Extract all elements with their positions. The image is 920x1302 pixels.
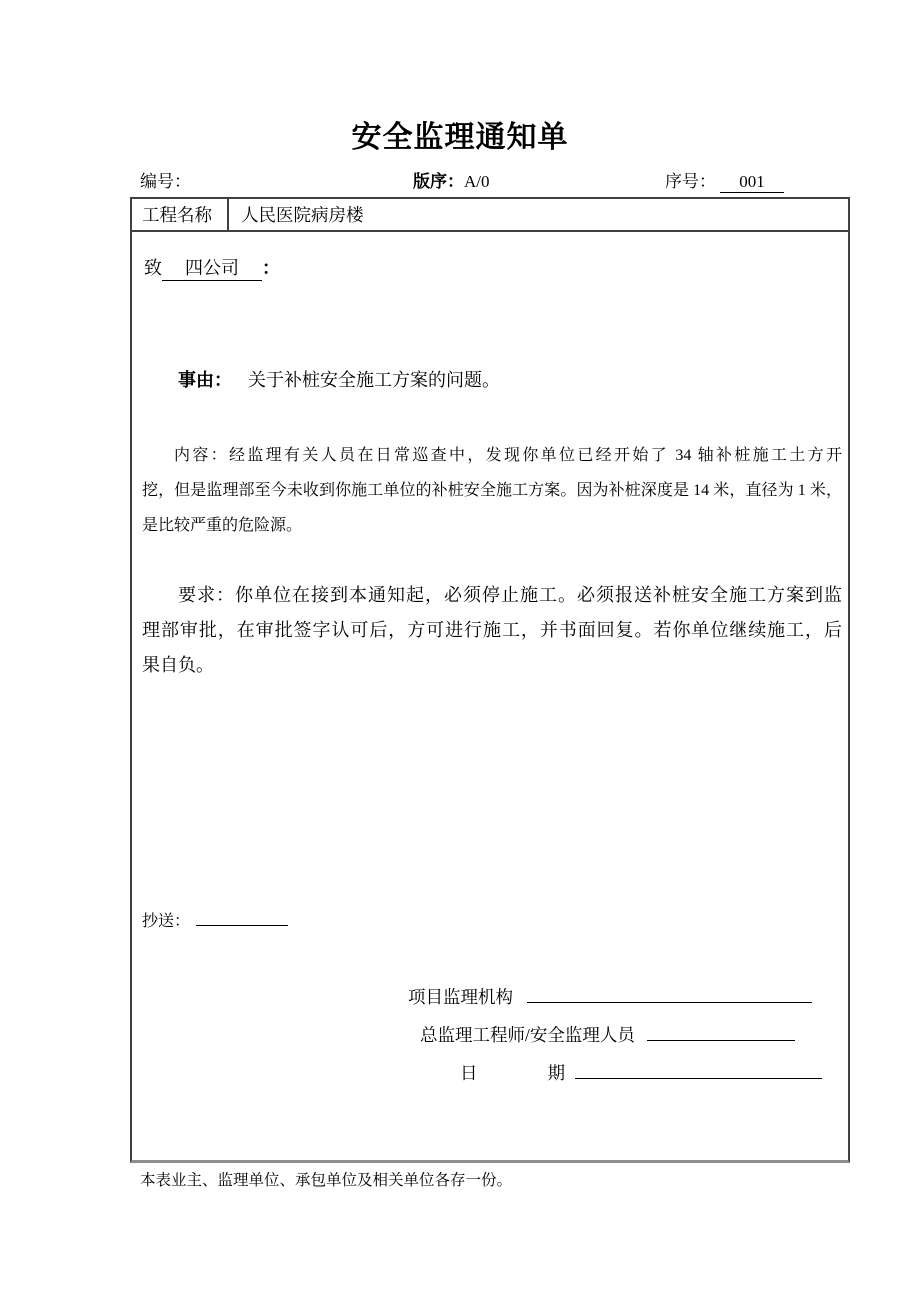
- signature-date-line: [460, 1060, 822, 1085]
- signature-date-underline: [575, 1060, 822, 1079]
- content-line: 是比较严重的危险源。: [142, 517, 303, 534]
- serial-value: 001: [720, 172, 784, 193]
- project-name-row: [132, 199, 848, 232]
- version-label: 版序：: [413, 172, 464, 191]
- addressee-colon: ：: [262, 258, 280, 278]
- meta-row: [130, 167, 850, 193]
- signature-org-underline: [527, 984, 812, 1003]
- project-name-value: 人民医院病房楼: [241, 205, 364, 225]
- content-paragraph: [142, 438, 842, 543]
- footer-note: 本表业主、监理单位、承包单位及相关单位各存一份。: [140, 1172, 513, 1189]
- cc-label: 抄送：: [142, 913, 191, 930]
- notice-body-cell: [132, 232, 848, 1160]
- content-line: 挖，但是监理部至今未收到你施工单位的补桩安全施工方案。因为补桩深度是 14 米，直径为 1 米，: [142, 482, 842, 499]
- signature-org-line: [408, 984, 812, 1009]
- request-paragraph: [142, 578, 842, 683]
- addressee-line: [144, 254, 280, 281]
- serial-field: [665, 167, 784, 193]
- request-line: 要求：你单位在接到本通知起，必须停止施工。必须报送补桩安全施工方案到监: [178, 585, 842, 605]
- subject-text: 关于补桩安全施工方案的问题。: [248, 370, 500, 390]
- notice-form-table: [130, 197, 850, 1163]
- signature-engineer-label: 总监理工程师/安全监理人员: [420, 1025, 635, 1045]
- content-line: 内容：经监理有关人员在日常巡查中，发现你单位已经开始了 34 轴补桩施工土方开: [174, 447, 842, 464]
- cc-blank-underline: [196, 908, 288, 926]
- signature-engineer-line: [420, 1022, 795, 1047]
- subject-label: 事由：: [178, 370, 232, 390]
- version-value: A/0: [464, 172, 490, 191]
- request-line: 理部审批，在审批签字认可后，方可进行施工，并书面回复。若你单位继续施工，后: [142, 620, 842, 640]
- serial-label: 序号：: [665, 172, 716, 191]
- signature-org-label: 项目监理机构: [408, 987, 513, 1007]
- signature-date-label: 日 期: [460, 1063, 565, 1083]
- signature-engineer-underline: [647, 1022, 795, 1041]
- doc-number-label: 编号：: [140, 172, 191, 191]
- request-line: 果自负。: [142, 655, 214, 675]
- project-name-label: 工程名称: [132, 199, 229, 230]
- cc-line: [142, 908, 288, 931]
- page-title: 安全监理通知单: [351, 121, 569, 154]
- addressee-blank: 四公司: [162, 254, 262, 281]
- version-field: [413, 167, 490, 192]
- addressee-prefix: 致: [144, 258, 162, 278]
- subject-line: [178, 366, 500, 392]
